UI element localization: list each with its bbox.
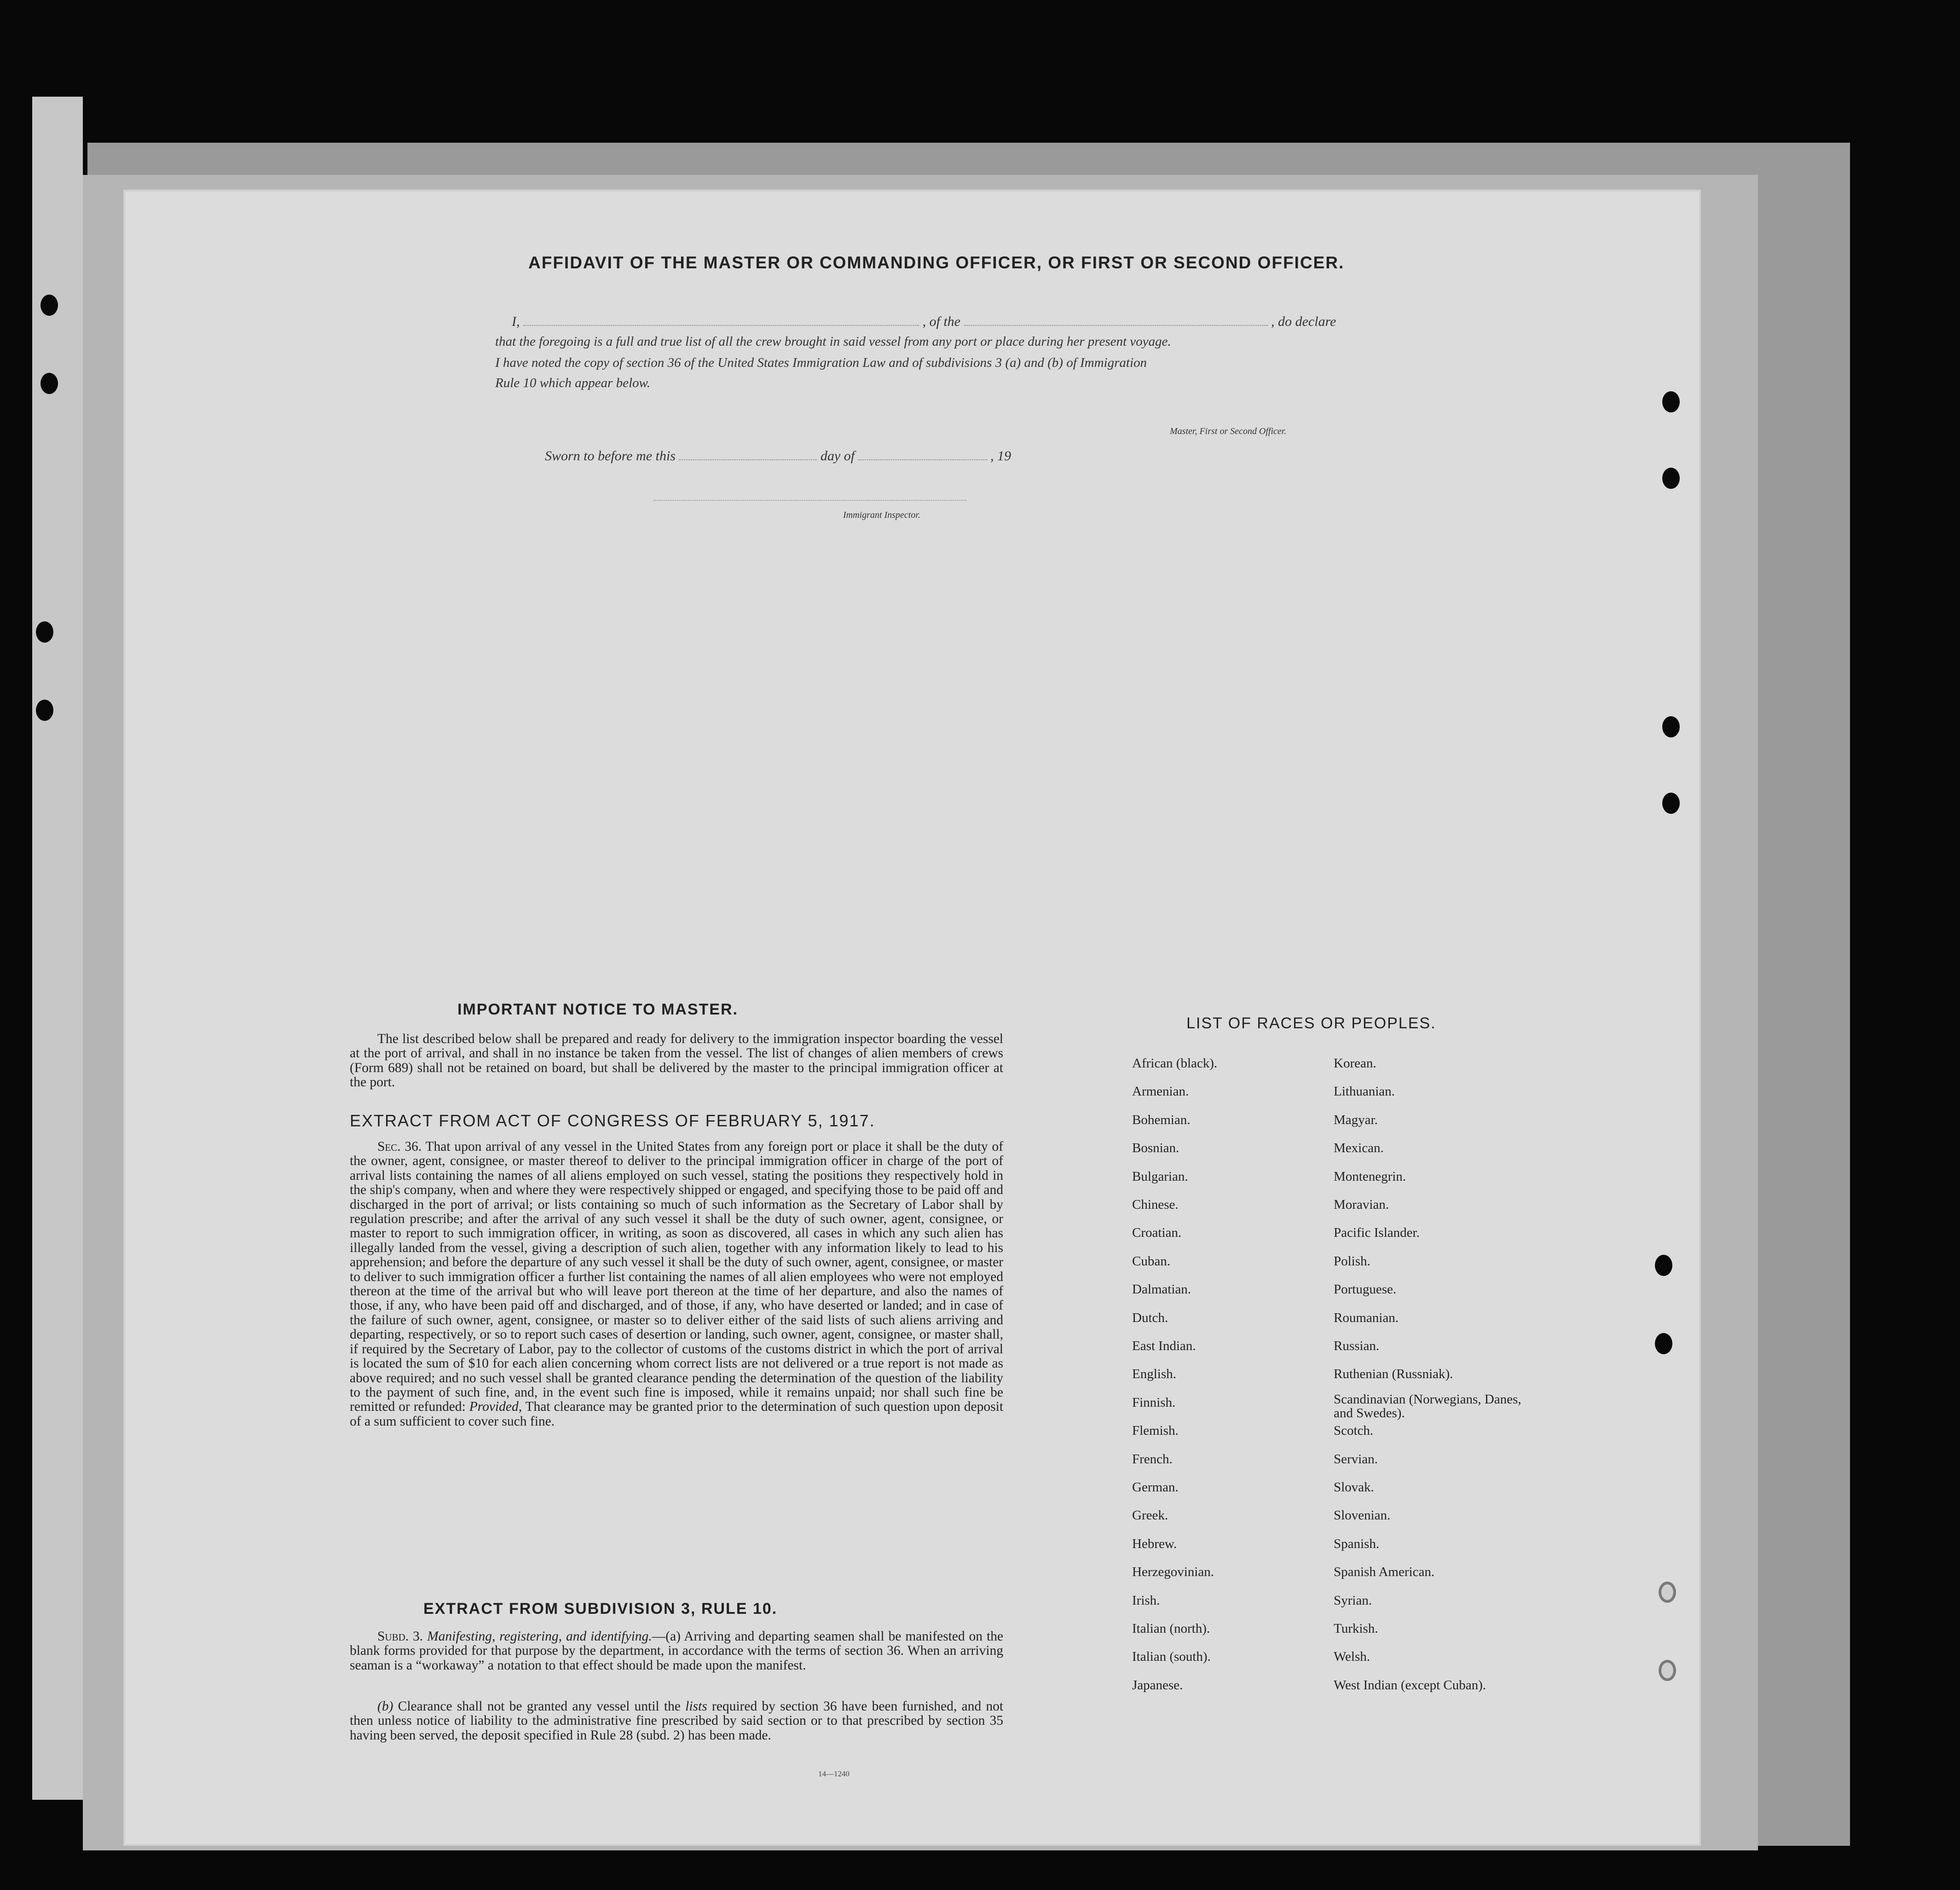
binder-hole bbox=[1662, 716, 1680, 737]
affidavit-line-1 bbox=[512, 314, 1336, 330]
race-item: African (black). bbox=[1132, 1056, 1218, 1071]
binder-hole bbox=[1659, 1582, 1676, 1603]
binder-hole bbox=[1655, 1255, 1672, 1276]
act-body-end: That clearance may be granted prior to the determination of such question upon deposit of a sum sufficient to cover such fine. bbox=[350, 1399, 1004, 1429]
act-section: Sec. 36. bbox=[377, 1139, 422, 1154]
affidavit-page bbox=[125, 191, 1699, 1844]
binder-hole bbox=[36, 700, 53, 721]
binder-hole bbox=[1655, 1333, 1672, 1354]
race-item: Slovenian. bbox=[1334, 1508, 1391, 1523]
i-label: I, bbox=[512, 314, 520, 329]
races-title: LIST OF RACES OR PEOPLES. bbox=[1186, 1015, 1436, 1032]
race-item: Dalmatian. bbox=[1132, 1282, 1191, 1297]
race-item: Welsh. bbox=[1334, 1649, 1370, 1664]
act-text bbox=[350, 1140, 1003, 1429]
inspector-label: Immigrant Inspector. bbox=[843, 510, 920, 520]
race-item: Herzegovinian. bbox=[1132, 1565, 1214, 1580]
sworn-label: Sworn to before me this bbox=[545, 448, 676, 464]
race-item: Servian. bbox=[1334, 1451, 1378, 1467]
left-strip bbox=[32, 97, 83, 1800]
notice-text bbox=[350, 1032, 1003, 1090]
race-item: Montenegrin. bbox=[1334, 1169, 1406, 1184]
rule-heading: Manifesting, registering, and identifying. bbox=[427, 1629, 652, 1644]
race-item: German. bbox=[1132, 1480, 1179, 1495]
race-item: Hebrew. bbox=[1132, 1536, 1177, 1551]
rule-b-lists: lists bbox=[685, 1699, 707, 1714]
name-blank bbox=[523, 325, 919, 326]
race-item: Scandinavian (Norwegians, Danes, and Swedes). bbox=[1334, 1391, 1521, 1420]
race-item: French. bbox=[1132, 1451, 1173, 1467]
year-label: , 19 bbox=[990, 448, 1012, 464]
race-item: Roumanian. bbox=[1334, 1310, 1399, 1325]
race-item: Spanish. bbox=[1334, 1536, 1380, 1551]
race-item: English. bbox=[1132, 1367, 1176, 1382]
act-title: EXTRACT FROM ACT OF CONGRESS OF FEBRUARY 5, 1917. bbox=[350, 1111, 875, 1130]
rule-b-text-2: required by section 36 have been furnished, and not then unless notice of liability to the administrative fine prescribed by said section or to that prescribed by section 35 having been served, the deposit specified in Rule 28 (subd. 2) has been made. bbox=[350, 1699, 1004, 1743]
race-item: Mexican. bbox=[1334, 1141, 1384, 1156]
race-item: Scotch. bbox=[1334, 1423, 1374, 1438]
rule-text-a bbox=[350, 1629, 1003, 1673]
act-provided: Provided, bbox=[469, 1399, 522, 1415]
affidavit-title: AFFIDAVIT OF THE MASTER OR COMMANDING OFFICER, OR FIRST OR SECOND OFFICER. bbox=[528, 253, 1345, 272]
race-item: Flemish. bbox=[1132, 1423, 1179, 1438]
race-item: Chinese. bbox=[1132, 1197, 1179, 1212]
form-number: 14—1240 bbox=[818, 1769, 850, 1778]
vessel-blank bbox=[964, 325, 1268, 326]
race-item: Finnish. bbox=[1132, 1395, 1176, 1410]
rule-b-label: (b) bbox=[377, 1699, 393, 1714]
race-item: Lithuanian. bbox=[1334, 1084, 1395, 1099]
binder-hole bbox=[40, 295, 58, 316]
race-item: Bulgarian. bbox=[1132, 1169, 1188, 1184]
master-signature-label: Master, First or Second Officer. bbox=[1170, 426, 1287, 436]
race-item: Polish. bbox=[1334, 1253, 1370, 1269]
race-item: Bohemian. bbox=[1132, 1112, 1191, 1127]
binder-hole bbox=[1662, 468, 1680, 489]
race-item: Moravian. bbox=[1334, 1197, 1389, 1212]
binder-hole bbox=[40, 373, 58, 394]
race-item: Magyar. bbox=[1334, 1112, 1378, 1127]
race-item: Bosnian. bbox=[1132, 1141, 1179, 1156]
rule-text-b bbox=[350, 1699, 1003, 1743]
act-body: That upon arrival of any vessel in the United States from any foreign port or place it shall be the duty of the owner, agent, consignee, or master thereof to deliver to the principal immigration officer in charge of the port of arrival lists containing the names of all aliens employed on such vessel, stating the positions they respectively hold in the ship's company, when and where they were respectively shipped or engaged, and specifying those to be paid off and discharged in the port of arrival; or lists containing so much of such information as the Secretary of Labor shall by regulation prescribe; and after the arrival of any such vessel it shall be the duty of such owner, agent, consignee, or master to report to such immigration officer, in writing, as soon as discovered, all cases in which any such alien has illegally landed from the vessel, giving a description of such alien, together with any information likely to lead to his apprehension; and before the departure of any such vessel it shall be the duty of such owner, agent, consignee, or master to deliver to such immigration officer a further list containing the names of all alien employees who were not employed thereon at the time of the arrival but who will leave port thereon at the time of her departure, and also the names of those, if any, who have been paid off and discharged, and of those, if any, who have deserted or landed; and in case of the failure of such owner, agent, consignee, or master so to deliver either of the said lists of such aliens arriving and departing, respectively, or so to report such cases of desertion or landing, such owner, agent, consignee, or master shall, if required by the Secretary of Labor, pay to the collector of customs of the customs district in which the port of arrival is located the sum of $10 for each alien concerning whom correct lists are not delivered or a true report is not made as above required; and no such vessel shall be granted clearance pending the determination of the question of the liability to the payment of such fine, and, in the event such fine is imposed, while it remains unpaid; nor shall such fine be remitted or refunded: bbox=[350, 1139, 1003, 1415]
race-item: Irish. bbox=[1132, 1593, 1160, 1608]
day-of-label: day of bbox=[820, 448, 855, 464]
notice-body: The list described below shall be prepared and ready for delivery to the immigration inspector boarding the vessel at the port of arrival, and shall in no instance be taken from the vessel. The list of changes of alien members of crews (Form 689) shall not be retained on board, but shall be delivered by the master to the principal immigration officer at the port. bbox=[350, 1032, 1003, 1090]
race-item: Croatian. bbox=[1132, 1225, 1182, 1241]
of-the-label: , of the bbox=[922, 314, 960, 329]
binder-hole bbox=[36, 621, 53, 643]
affidavit-line-4: Rule 10 which appear below. bbox=[495, 376, 650, 390]
binder-hole bbox=[1662, 793, 1680, 814]
notice-title: IMPORTANT NOTICE TO MASTER. bbox=[457, 1001, 738, 1018]
binder-hole bbox=[1662, 391, 1680, 412]
race-item: Syrian. bbox=[1334, 1593, 1372, 1608]
rule-title: EXTRACT FROM SUBDIVISION 3, RULE 10. bbox=[423, 1600, 778, 1618]
race-item: Greek. bbox=[1132, 1508, 1168, 1523]
race-item: Japanese. bbox=[1132, 1677, 1183, 1693]
inspector-signature-line bbox=[653, 500, 966, 501]
rule-subd: Subd. 3. bbox=[377, 1629, 423, 1644]
race-item: West Indian (except Cuban). bbox=[1334, 1677, 1486, 1693]
race-item: Italian (south). bbox=[1132, 1649, 1211, 1664]
race-item: Korean. bbox=[1334, 1056, 1376, 1071]
race-item: Ruthenian (Russniak). bbox=[1334, 1367, 1453, 1382]
declare-label: , do declare bbox=[1271, 314, 1336, 329]
race-item: Spanish American. bbox=[1334, 1565, 1435, 1580]
race-item: Slovak. bbox=[1334, 1480, 1374, 1495]
race-item: Turkish. bbox=[1334, 1621, 1378, 1636]
race-item: Cuban. bbox=[1132, 1253, 1170, 1269]
month-blank bbox=[858, 459, 987, 460]
race-item: Armenian. bbox=[1132, 1084, 1189, 1099]
sworn-line bbox=[545, 448, 1011, 464]
affidavit-line-2: that the foregoing is a full and true list of all the crew brought in said vessel from any port or place during her present voyage. bbox=[495, 334, 1171, 349]
race-item: East Indian. bbox=[1132, 1339, 1196, 1353]
race-item: Pacific Islander. bbox=[1334, 1225, 1420, 1241]
affidavit-line-3: I have noted the copy of section 36 of the United States Immigration Law and of subdivisions 3 (a) and (b) of Immigration bbox=[495, 355, 1147, 370]
race-item: Italian (north). bbox=[1132, 1621, 1210, 1636]
rule-b-text-1: Clearance shall not be granted any vessel until the bbox=[398, 1699, 681, 1714]
race-item: Portuguese. bbox=[1334, 1282, 1397, 1297]
race-item: Dutch. bbox=[1132, 1310, 1168, 1325]
day-blank bbox=[679, 459, 817, 460]
binder-hole bbox=[1659, 1660, 1676, 1681]
rule-a-text: —(a) Arriving and departing seamen shall be manifested on the blank forms provided for that purpose by the department, in accordance with the terms of section 36. When an arriving seaman is a “workaway” a notation to that effect should be made upon the manifest. bbox=[350, 1629, 1004, 1673]
race-item: Russian. bbox=[1334, 1339, 1380, 1353]
